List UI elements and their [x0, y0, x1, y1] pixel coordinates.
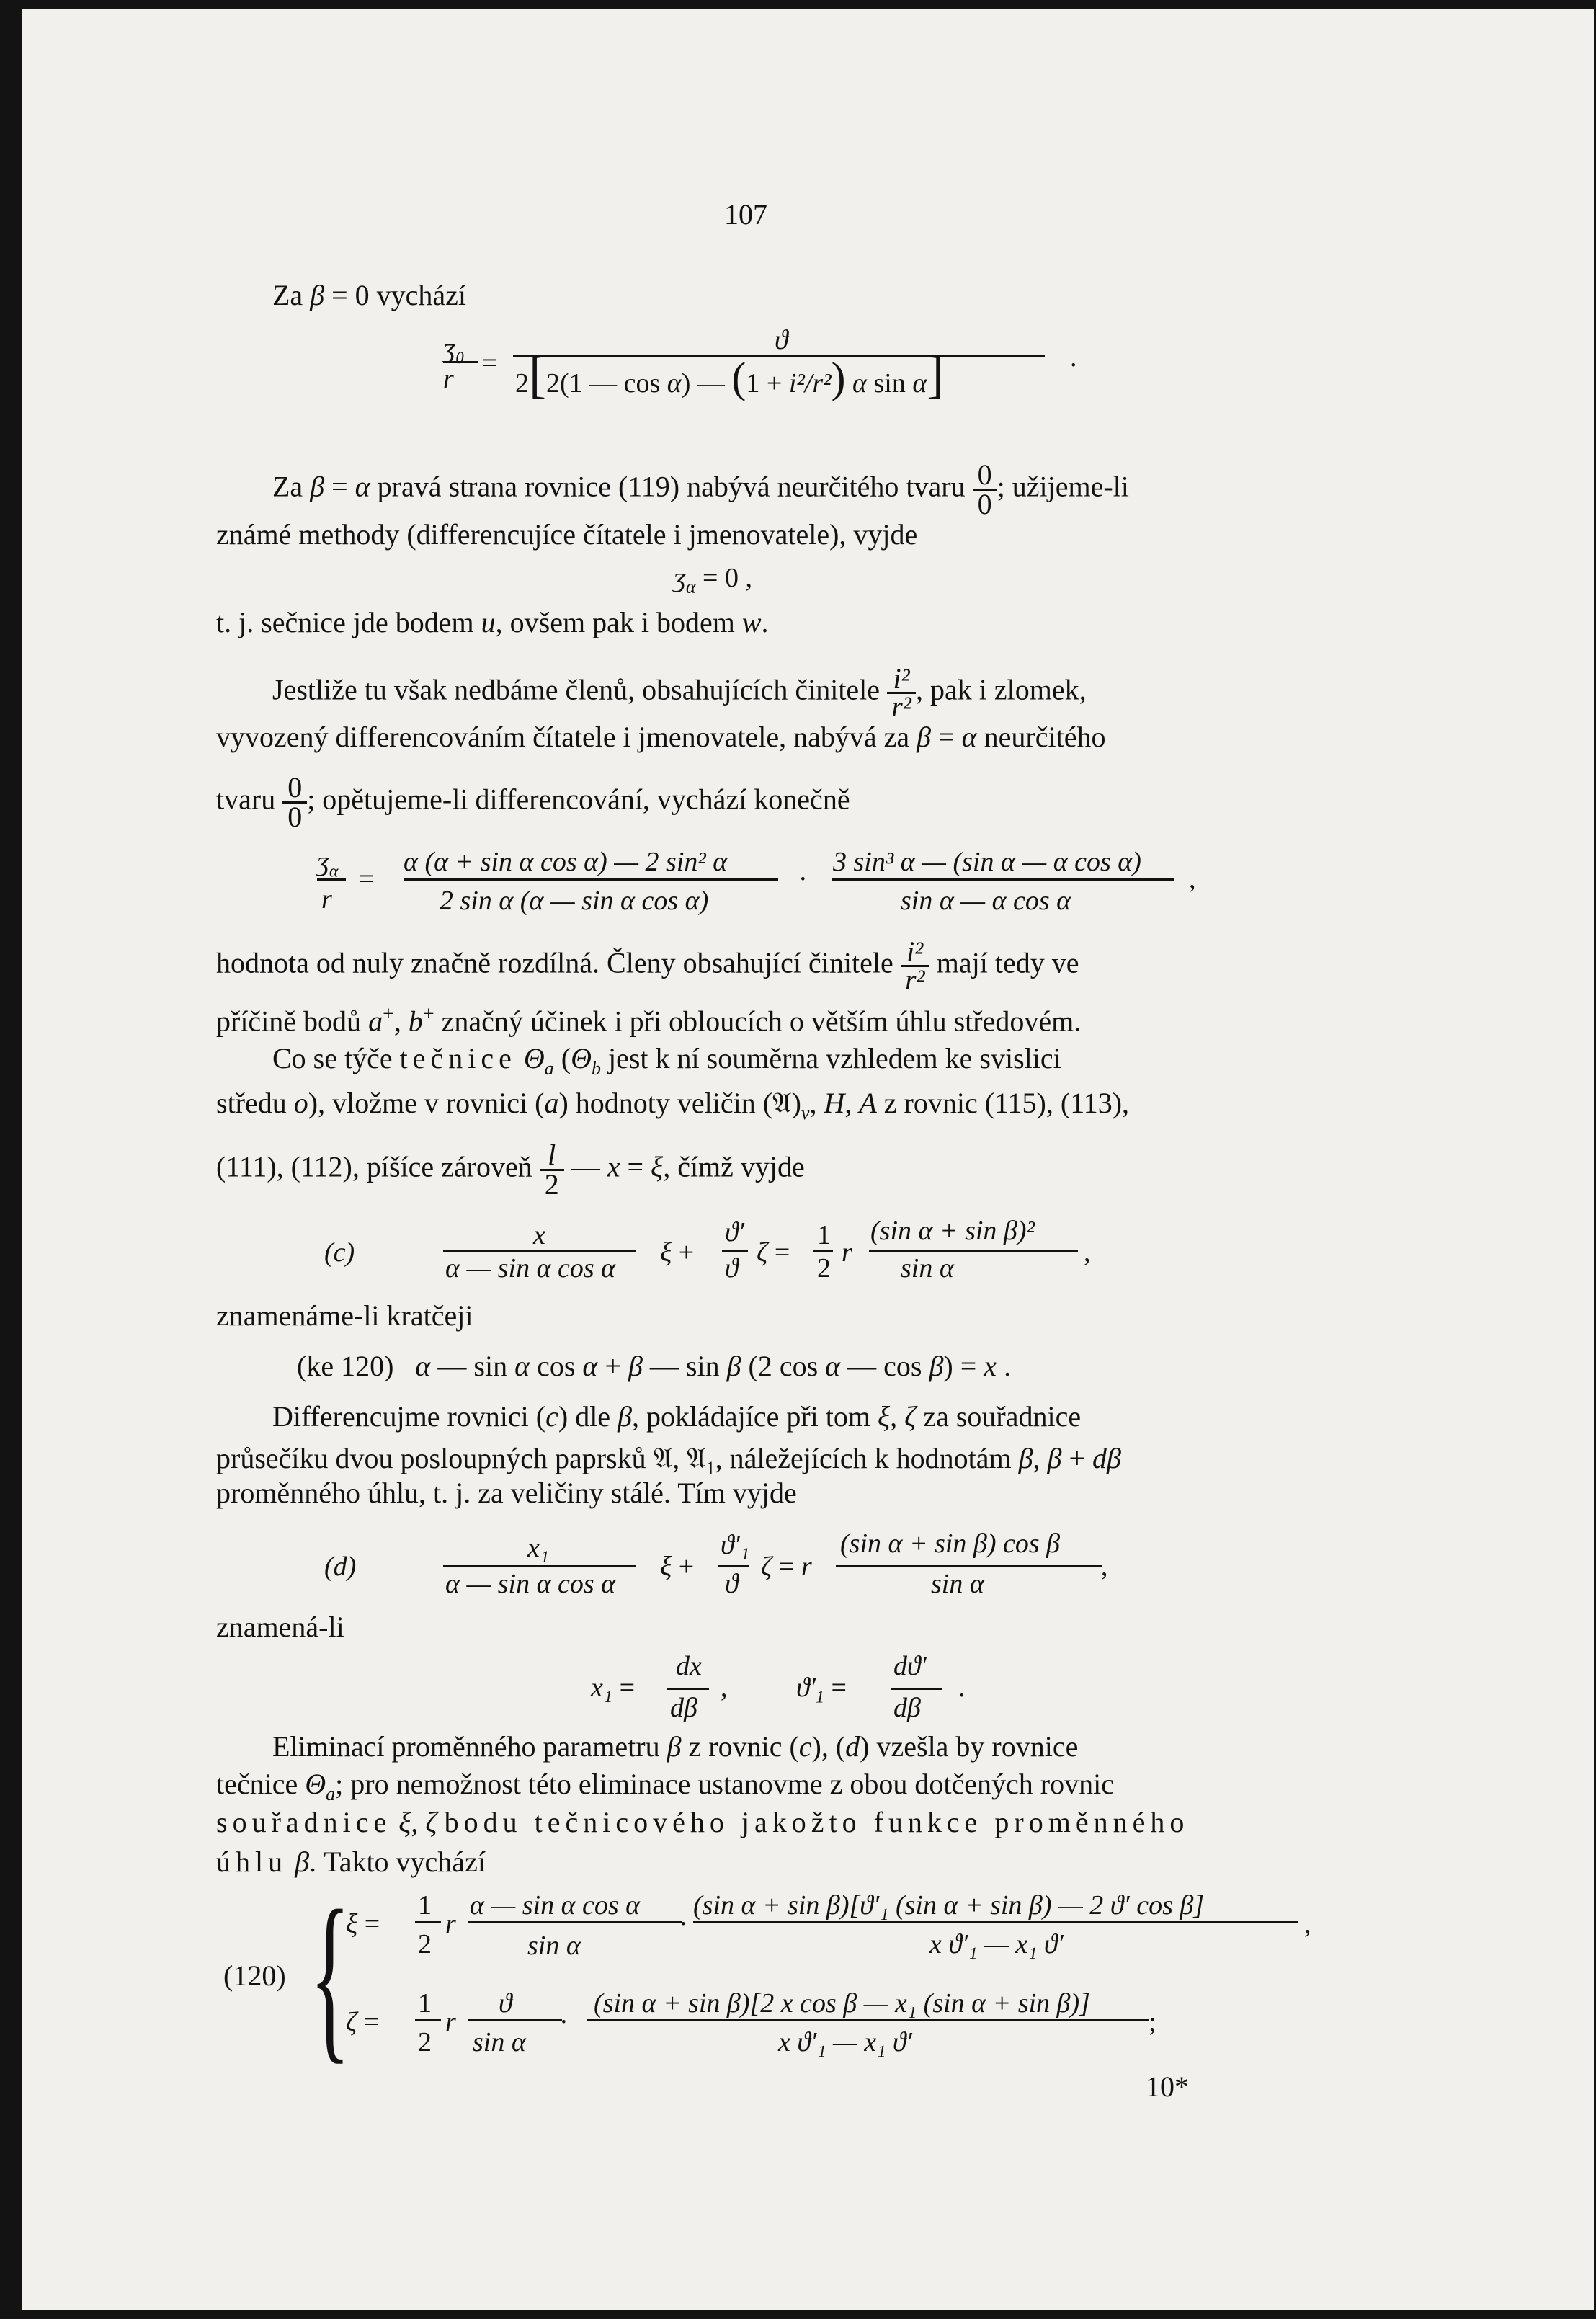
- text-line: tvaru 0 0; opětujeme-li differencování, vychází konečně: [216, 771, 850, 833]
- text-line: souřadnice ξ, ζ bodu tečnicového jakožto funkce proměnného: [216, 1806, 1190, 1838]
- text-line: známé methody (differencujíce čítatele i jmenovatele), vyjde: [216, 518, 918, 551]
- text-line: hodnota od nuly značně rozdílná. Členy obsahující činitele i² r² mají tedy ve: [216, 935, 1079, 996]
- text-line: vyvozený differencováním čítatele i jmenovatele, nabývá za β = α neurčitého: [216, 721, 1106, 753]
- page-number: 107: [724, 198, 767, 231]
- equation-120-label: (120): [223, 1959, 286, 1992]
- text-line: průsečíku dvou posloupných paprsků 𝔄, 𝔄$_1$, náležejících k hodnotám β, β + dβ: [216, 1442, 1121, 1479]
- text-line: Za β = 0 vychází: [272, 279, 467, 311]
- footer-mark: 10*: [1146, 2070, 1189, 2103]
- text-line: proměnného úhlu, t. j. za veličiny stálé. Tím vyjde: [216, 1477, 797, 1509]
- text-line: tečnice $\Theta_a$; pro nemožnost této eliminace ustanovme z obou dotčených rovnic: [216, 1768, 1114, 1804]
- text-line: znamená-li: [216, 1611, 344, 1643]
- equation-2: ʒ$_\alpha$ = 0 ,: [674, 563, 752, 597]
- text-line: příčině bodů a+, b+ značný účinek i při obloucích o větším úhlu středovém.: [216, 1003, 1082, 1038]
- text-line: středu o), vložme v rovnici (a) hodnoty veličin $(𝔄)_v$, H, A z rovnic (115), (113),: [216, 1087, 1130, 1123]
- text-line: Jestliže tu však nedbáme členů, obsahujících činitele i² r², pak i zlomek,: [272, 662, 1087, 723]
- text-line: Eliminací proměnného parametru β z rovnic (c), (d) vzešla by rovnice: [272, 1730, 1079, 1763]
- equation-ke-120: (ke 120) α — sin α cos α + β — sin β (2 cos α — cos β) = x .: [297, 1350, 1012, 1382]
- text-line: Co se týče tečnice $\Theta_a$ ($\Theta_b$ jest k ní souměrna vzhledem ke svislici: [272, 1042, 1061, 1079]
- text-line: znamenáme-li kratčeji: [216, 1299, 473, 1332]
- text-line: úhlu β. Takto vychází: [216, 1846, 486, 1878]
- text-line: t. j. sečnice jde bodem u, ovšem pak i bodem w.: [216, 606, 769, 638]
- equation-brace: {: [310, 1872, 351, 2080]
- document-page: 107 Za β = 0 vychází ʒ₀ r = ϑ 2[2(1 — cos α) — (1 + i²/r²) α sin α] . Za β = α pravá strana rovnice (119) nabývá neurčitého tvaru 0 0; užijeme-li známé methody (differencujíce čítatele i jmenovatele), vyjde ʒ$_\alpha$ = 0 , t. j. sečnice jde bodem u, ovšem pak i bodem w. Jestliže tu však nedbáme členů, obsahujících činitele i² r², pak i zlomek, vyvozený differencováním čítatele i jmenovatele, nabývá za β = α neurčitého tvaru 0 0; opětujeme-li differencování, vychází konečně ʒ$_\alpha$ r = α (α + sin α cos α) — 2 sin² α 2 sin α (α — sin α cos α) · 3 sin³ α — (sin α — α cos α) sin α — α cos α , hodnota od nuly značně rozdílná. Členy obsahující činitele i² r² mají tedy ve příčině bodů a+, b+ značný účinek i při obloucích o větším úhlu středovém. Co se týče tečnice $\Theta_a$ ($\Theta_b$ jest k ní souměrna vzhledem ke svislici středu o), vložme v rovnici (a) hodnoty veličin $(𝔄)_v$, H, A z rovnic (115), (113), (111), (112), píšíce zároveň l 2 — x = ξ, čímž vyjde (c) x α — sin α cos α ξ + ϑ′ ϑ ζ = 1 2 r (sin α + sin β)² sin α , znamenáme-li kratčeji (ke 120) α — sin α cos α + β — sin β (2 cos α — cos β) = x . Differencujme rovnici (c) dle β, pokládajíce při tom ξ, ζ za souřadnice průsečíku dvou posloupných paprsků 𝔄, 𝔄$_1$, náležejících k hodnotám β, β + dβ proměnného úhlu, t. j. za veličiny stálé. Tím vyjde (d) x₁ α — sin α cos α ξ + ϑ′₁ ϑ ζ = r (sin α + sin β) cos β sin α , znamená-li x₁ = dx dβ , $ϑ'_1$ = dϑ′ dβ . Eliminací proměnného parametru β z rovnic (c), (d) vzešla by rovnice tečnice $\Theta_a$; pro nemožnost této eliminace ustanovme z obou dotčených rovnic souřadnice ξ, ζ bodu tečnicového jakožto funkce proměnného úhlu β. Takto vychází (120) { ξ = 1 2 r α — sin α cos α sin α · (sin α + sin β)[ϑ′₁ (sin α + sin β) — 2 ϑ′ cos β] x ϑ′₁ — x₁ ϑ′ , ζ = 1 2 r ϑ sin α · (sin α + sin β)[2 x cos β — x₁ (sin α + sin β)] x ϑ′₁ — x₁ ϑ′ ; 10*: [22, 9, 1594, 2310]
- text-line: Differencujme rovnici (c) dle β, pokládajíce při tom ξ, ζ za souřadnice: [272, 1400, 1082, 1433]
- text-line: (111), (112), píšíce zároveň l 2 — x = ξ, čímž vyjde: [216, 1139, 805, 1201]
- text-line: Za β = α pravá strana rovnice (119) nabývá neurčitého tvaru 0 0; užijeme-li: [272, 458, 1129, 520]
